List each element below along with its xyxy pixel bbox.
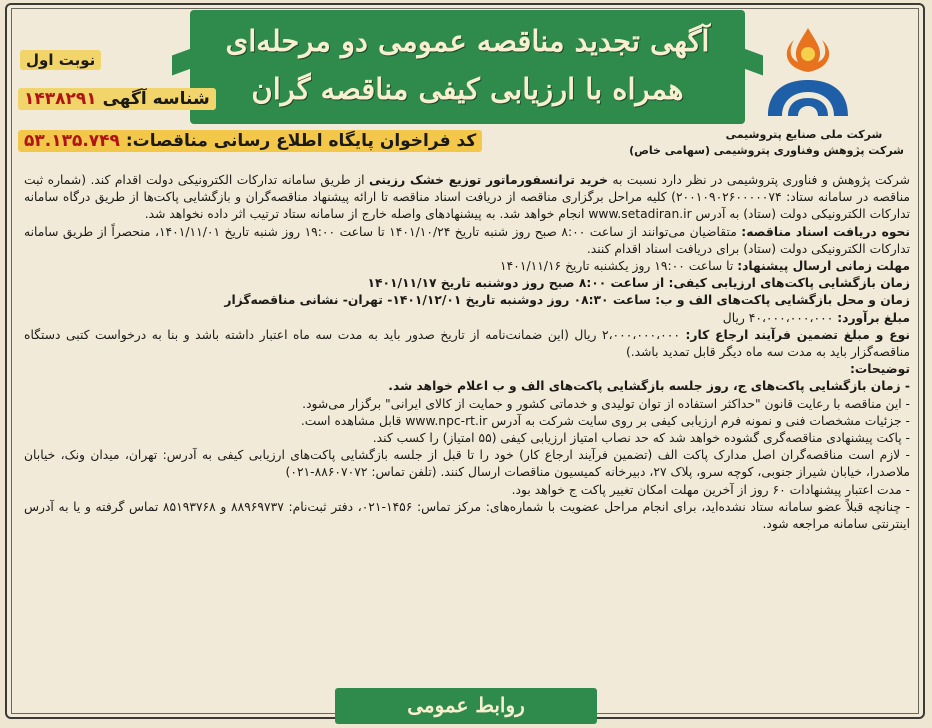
guarantee-label: نوع و مبلغ تضمین فرآیند ارجاع کار: [685, 327, 910, 342]
issue-number-tag: نوبت اول [20, 50, 101, 70]
receive-docs [24, 224, 910, 258]
deadline-label: مهلت زمانی ارسال پیشنهاد: [737, 259, 910, 274]
note-item: - این مناقصه با رعایت قانون "حداکثر استفاده از توان تولیدی و خدماتی کشور و حمایت از کالای ایرانی" برگزار می‌شود. [302, 396, 910, 411]
ad-id-tag [18, 88, 216, 110]
notes-heading: توضیحات: [850, 362, 910, 377]
tender-code-label: کد فراخوان پایگاه اطلاع رسانی مناقصات: [125, 131, 477, 151]
ad-id-value: ۱۴۳۸۲۹۱ [24, 89, 97, 109]
envelope-opening-label: زمان و محل بازگشایی پاکت‌های الف و ب: [655, 293, 910, 308]
ad-body [24, 172, 910, 622]
company-name-line-1: شرکت ملی صنایع پتروشیمی [725, 128, 883, 141]
note-item: - پاکت پیشنهادی مناقصه‌گری گشوده خواهد شد که حد نصاب امتیاز ارزیابی کیفی (۵۵ امتیاز) را کسب کند. [372, 431, 910, 446]
title-banner [190, 10, 745, 124]
footer-label: روابط عمومی [407, 693, 525, 717]
title-line-1: آگهی تجدید مناقصه عمومی دو مرحله‌ای [225, 24, 710, 58]
guarantee-text: ۲،۰۰۰،۰۰۰،۰۰۰ ریال (این ضمانت‌نامه از تاریخ صدور باید به مدت سه ماه اعتبار داشته باشد و بنا به درخواست کتبی دستگاه مناقصه‌گزار باید به مدت سه ماه دیگر قابل تمدید باشد.) [24, 327, 910, 360]
deadline [24, 258, 910, 275]
note-item: - زمان بازگشایی پاکت‌های ج، روز جلسه بازگشایی پاکت‌های الف و ب اعلام خواهد شد. [388, 379, 910, 394]
tender-code-value: ۵۳.۱۳۵.۷۴۹ [24, 131, 120, 151]
guarantee [24, 327, 910, 361]
receive-docs-text: متقاضیان می‌توانند از ساعت ۸:۰۰ صبح روز شنبه تاریخ ۱۴۰۱/۱۰/۲۴ تا ساعت ۱۹:۰۰ روز شنبه تاریخ ۱۴۰۱/۱۱/۰۱، منحصراً از طریق سامانه تدارکات الکترونیکی دولت (ستاد) برای دریافت اسناد اقدام کنند. [24, 224, 910, 256]
intro-text-2: از طریق سامانه تدارکات الکترونیکی دولت اقدام کند. (شماره ثبت مناقصه در سامانه ستاد: ۲۰۰۱۰۹۰۲۶۰۰۰۰۰۷۴) کلیه مراحل برگزاری مناقصه از دریافت اسناد مناقصه تا ارائه پیشنهاد مناقصه‌گران و بازگشایی پاکت‌ها از طریق درگاه سامانه تدارکات الکترونیکی دولت (ستاد) به آدرس www.setadiran.ir انجام خواهد شد. به پیشنهادهای واصله خارج از سامانه ستاد ترتیب اثر داده نخواهد شد. [24, 173, 910, 222]
tender-code-tag [18, 130, 482, 152]
envelope-opening [24, 292, 910, 309]
purchase-subject: خرید ترانسفورماتور توزیع خشک رزینی [368, 173, 608, 187]
note-item: - جزئیات مشخصات فنی و نمونه فرم ارزیابی کیفی بر روی سایت شرکت به آدرس www.npc-rt.ir قابل مشاهده است. [300, 413, 910, 428]
note-item: - لازم است مناقصه‌گران اصل مدارک پاکت الف (تضمین فرآیند ارجاع کار) خود را تا قبل از جلسه بازگشایی پاکت‌های ارزیابی کیفی به آدرس: تهران، میدان ونک، خیابان ملاصدرا، خیابان شیراز جنوبی، کوچه سرو، پلاک ۲۷، دبیرخانه کمیسیون مناقصات ارسال کنند. (تلفن تماس: ۸۸۶۰۷۰۷۲-۰۲۱) [24, 448, 910, 480]
deadline-text: تا ساعت ۱۹:۰۰ روز یکشنبه تاریخ ۱۴۰۱/۱۱/۱۶ [500, 259, 738, 274]
estimate-text: ۴۰،۰۰۰،۰۰۰،۰۰۰ ریال [722, 310, 838, 325]
petrochemical-logo [748, 24, 868, 124]
intro-text-1: شرکت پژوهش و فناوری پتروشیمی در نظر دارد نسبت به [607, 173, 910, 187]
receive-docs-label: نحوه دریافت اسناد مناقصه: [741, 224, 911, 239]
ad-id-label: شناسه آگهی [102, 89, 210, 109]
estimate-label: مبلغ برآورد: [837, 310, 910, 325]
intro-paragraph [24, 172, 910, 224]
eval-opening-label: زمان بازگشایی پاکت‌های ارزیابی کیفی: [668, 276, 910, 291]
estimate [24, 310, 910, 327]
eval-opening [24, 275, 910, 292]
eval-opening-text: از ساعت ۸:۰۰ صبح روز دوشنبه تاریخ ۱۴۰۱/۱۱/۱۷ [367, 276, 669, 291]
company-name-line-2: شرکت پژوهش وفناوری پتروشیمی (سهامی خاص) [629, 144, 904, 157]
title-line-2: همراه با ارزیابی کیفی مناقصه گران [251, 72, 684, 106]
envelope-opening-text: ساعت ۰۸:۳۰ روز دوشنبه تاریخ ۱۴۰۱/۱۲/۰۱- تهران- نشانی مناقصه‌گزار [224, 293, 656, 308]
note-item: - چنانچه قبلاً عضو سامانه ستاد نشده‌اید، برای انجام مراحل عضویت با شماره‌های: مرکز تماس: ۱۴۵۶-۰۲۱، دفتر ثبت‌نام: ۸۸۹۶۹۷۳۷ و ۸۵۱۹۳۷۶۸ تماس گرفته و یا به آدرس اینترنتی سامانه مراجعه شود. [24, 499, 910, 532]
note-item: - مدت اعتبار پیشنهادات ۶۰ روز از آخرین مهلت امکان تغییر پاکت ج خواهد بود. [511, 482, 910, 497]
public-relations-footer [335, 688, 597, 724]
